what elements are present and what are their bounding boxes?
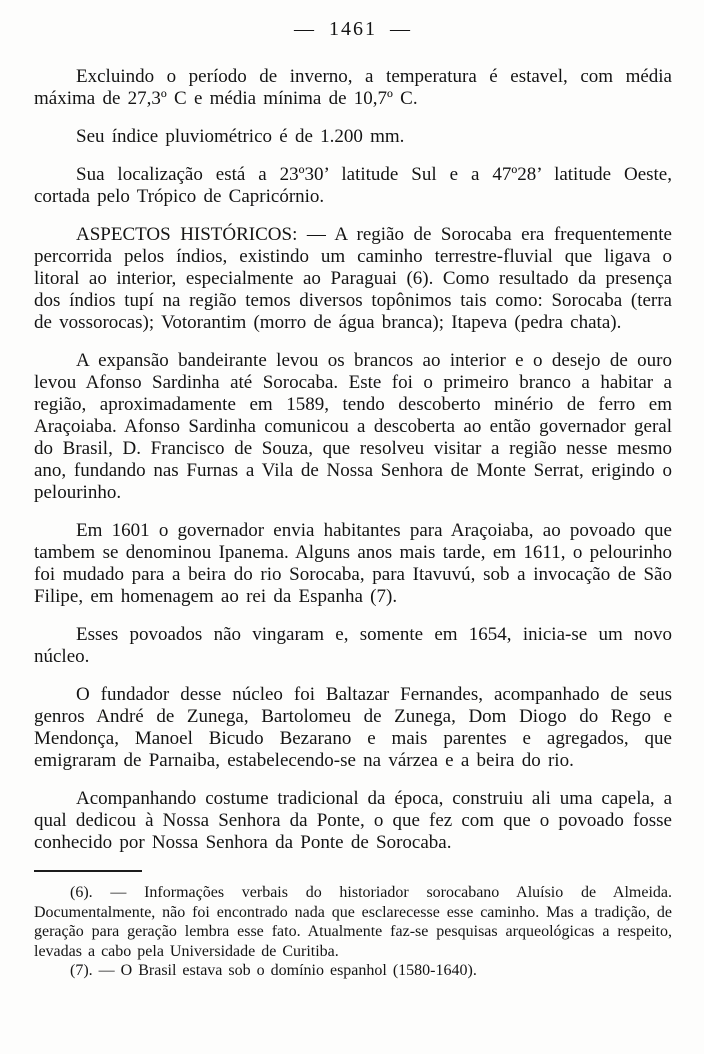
- body-paragraph-location: Sua localização está a 23º30’ latitude Sul e a 47º28’ latitude Oeste, cortada pelo Trópico de Capricórnio.: [34, 164, 672, 207]
- body-paragraph-climate: Excluindo o período de inverno, a temperatura é estavel, com média máxima de 27,3º C e média mínima de 10,7º C.: [34, 66, 672, 109]
- body-paragraph-founder: O fundador desse núcleo foi Baltazar Fernandes, acompanhado de seus genros André de Zunega, Bartolomeu de Zunega, Dom Diogo do Rego e Mendonça, Manoel Bicudo Bezarano e mais parentes e agregados, que emigraram de Parnaiba, estabelecendo-se na várzea e a beira do rio.: [34, 684, 672, 771]
- body-paragraph-bandeirante-expansion: A expansão bandeirante levou os brancos ao interior e o desejo de ouro levou Afonso Sardinha até Sorocaba. Este foi o primeiro branco a habitar a região, aproximadamente em 1589, tendo descoberto minério de ferro em Araçoiaba. Afonso Sardinha comunicou a descoberta ao então governador geral do Brasil, D. Francisco de Souza, que resolveu visitar a região nesse mesmo ano, fundando nas Furnas a Vila de Nossa Senhora de Monte Serrat, erigindo o pelourinho.: [34, 350, 672, 503]
- body-paragraph-chapel: Acompanhando costume tradicional da época, construiu ali uma capela, a qual dedicou à Nossa Senhora da Ponte, o que fez com que o povoado fosse conhecido por Nossa Senhora da Ponte de Sorocaba.: [34, 788, 672, 853]
- footnote-7: (7). — O Brasil estava sob o domínio espanhol (1580-1640).: [70, 962, 477, 979]
- body-paragraph-historical-aspects: ASPECTOS HISTÓRICOS: — A região de Sorocaba era frequentemente percorrida pelos índios, existindo um caminho terrestre-fluvial que ligava o litoral ao interior, especialmente ao Paraguai (6). Como resultado da presença dos índios tupí na região temos diversos topônimos tais como: Sorocaba (terra de vossorocas); Votorantim (morro de água branca); Itapeva (pedra chata).: [34, 224, 672, 333]
- page-number: — 1461 —: [294, 18, 412, 40]
- footnote-divider: [34, 870, 142, 872]
- body-paragraph-1601-settlement: Em 1601 o governador envia habitantes para Araçoiaba, ao povoado que tambem se denominou Ipanema. Alguns anos mais tarde, em 1611, o pelourinho foi mudado para a beira do rio Sorocaba, para Itavuvú, sob a invocação de São Filipe, em homenagem ao rei da Espanha (7).: [34, 520, 672, 607]
- body-paragraph-rainfall: Seu índice pluviométrico é de 1.200 mm.: [76, 126, 405, 147]
- footnote-6: (6). — Informações verbais do historiador sorocabano Aluísio de Almeida. Documentalmente, não foi encontrado nada que esclarecesse esse caminho. Mas a tradição, de geração para geração lembra esse fato. Atualmente faz-se pesquisas arqueológicas a respeito, levadas a cabo pela Universidade de Curitiba.: [34, 884, 672, 960]
- body-paragraph-1654-nucleus: Esses povoados não vingaram e, somente em 1654, inicia-se um novo núcleo.: [34, 624, 672, 667]
